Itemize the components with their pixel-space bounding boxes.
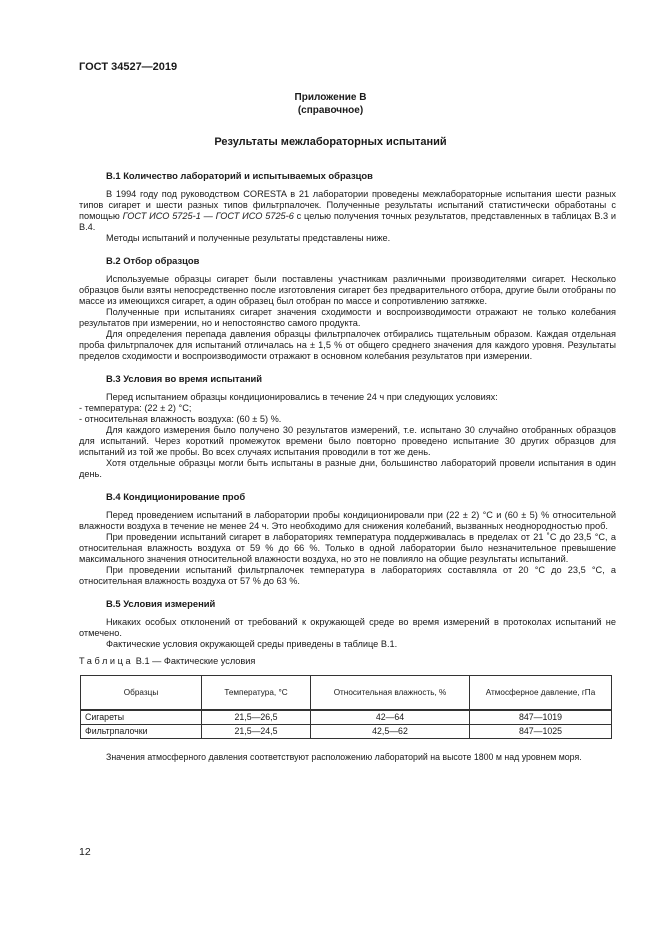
page-number: 12 bbox=[79, 846, 91, 858]
table-header-cell: Температура, °С bbox=[202, 676, 311, 711]
document-code: ГОСТ 34527—2019 bbox=[79, 61, 178, 73]
annex-subtitle: (справочное) bbox=[297, 105, 364, 116]
paragraph: При проведении испытаний фильтрпалочек температура в лабораториях составляла от 20 °С до 23,5 °С, а относительная влажность воздуха от 57 % до 63 %. bbox=[79, 565, 616, 586]
conditions-table bbox=[80, 675, 612, 739]
table-cell: 847—1025 bbox=[470, 725, 612, 739]
paragraph: Перед испытанием образцы кондиционировались в течение 24 ч при следующих условиях: bbox=[106, 392, 498, 402]
document-body bbox=[79, 170, 616, 763]
table-header-cell: Относительная влажность, % bbox=[311, 676, 470, 711]
paragraph: При проведении испытаний сигарет в лабораториях температура поддерживалась в пределах от 21 ˚С до 23,5 °С, а относительная влажность воздуха от 59 % до 66 %. Только в одной лаборатории было незначительное превышение максимального значения относительной влажности воздуха, но это не повлияло на общие результаты испытаний. bbox=[79, 532, 616, 564]
table-cell: Фильтрпалочки bbox=[81, 725, 202, 739]
table-cell: 21,5—24,5 bbox=[202, 725, 311, 739]
paragraph: Методы испытаний и полученные результаты представлены ниже. bbox=[106, 233, 391, 243]
table-note: Значения атмосферного давления соответствуют расположению лабораторий на высоте 1800 м над уровнем моря. bbox=[106, 752, 582, 762]
table-caption-text: В.1 — Фактические условия bbox=[133, 656, 256, 666]
table-cell: 21,5—26,5 bbox=[202, 710, 311, 725]
section-heading: В.5 Условия измерений bbox=[106, 598, 216, 609]
table-header-cell: Атмосферное давление, гПа bbox=[470, 676, 612, 711]
section-heading: В.2 Отбор образцов bbox=[106, 255, 200, 266]
table-cell: Сигареты bbox=[81, 710, 202, 725]
paragraph: Для определения перепада давления образцы фильтрпалочек отбирались тщательным образом. Каждая отдельная проба фильтрпалочек для испытаний отличалась на ± 1,5 % от общего среднего значения для каждого уровня. Результаты пределов сходимости и воспроизводимости отражают в основном колебания результатов при измерении. bbox=[79, 329, 616, 361]
table-row bbox=[81, 710, 612, 725]
annex-title: Приложение В bbox=[294, 92, 367, 103]
table-caption bbox=[79, 656, 616, 667]
list-item: - температура: (22 ± 2) °С; bbox=[79, 403, 192, 413]
text-run: В 1994 году под руководством CORESTA в 21 лаборатории проведены межлабораторные испытания шести разных типов сигарет и шести разных типов фильтрпалочек. Полученные результаты испытаний статистически обработаны с помощью bbox=[79, 189, 616, 221]
section-b4 bbox=[79, 491, 616, 587]
table-cell: 847—1019 bbox=[470, 710, 612, 725]
section-b1 bbox=[79, 170, 616, 244]
table-header-row bbox=[81, 676, 612, 711]
table-cell: 42,5—62 bbox=[311, 725, 470, 739]
section-b3 bbox=[79, 373, 616, 480]
paragraph: Никаких особых отклонений от требований к окружающей среде во время измерений в протоколах испытаний не отмечено. bbox=[79, 617, 616, 638]
annex-heading bbox=[0, 91, 661, 117]
paragraph: Хотя отдельные образцы могли быть испытаны в разные дни, большинство лабораторий провели испытания в один день. bbox=[79, 458, 616, 479]
section-heading: В.1 Количество лабораторий и испытываемых образцов bbox=[106, 170, 373, 181]
standard-reference: ГОСТ ИСО 5725-1 — ГОСТ ИСО 5725-6 bbox=[122, 211, 294, 221]
paragraph: Фактические условия окружающей среды приведены в таблице В.1. bbox=[106, 639, 398, 649]
section-heading: В.3 Условия во время испытаний bbox=[106, 373, 263, 384]
section-heading: В.4 Кондиционирование проб bbox=[106, 491, 246, 502]
paragraph: Перед проведением испытаний в лаборатории пробы кондиционировали при (22 ± 2) °С и (60 ± 5) % относительной влажности воздуха в течение не менее 24 ч. Это необходимо для снижения колебаний, вызванных неоднородностью проб. bbox=[79, 510, 616, 531]
text-run: с целью получения точных результатов, представленных в таблицах В.3 и В.4. bbox=[79, 211, 617, 232]
main-title: Результаты межлабораторных испытаний bbox=[214, 136, 447, 148]
paragraph bbox=[79, 189, 616, 233]
list-item: - относительная влажность воздуха: (60 ± 5) %. bbox=[79, 414, 282, 424]
table-header-cell: Образцы bbox=[81, 676, 202, 711]
paragraph: Полученные при испытаниях сигарет значения сходимости и воспроизводимости отражают не только колебания результатов при измерении, но и непостоянство самого продукта. bbox=[79, 307, 616, 328]
table-caption-label: Таблица bbox=[79, 656, 134, 666]
section-b2 bbox=[79, 255, 616, 362]
section-b5 bbox=[79, 598, 616, 650]
table-row bbox=[81, 725, 612, 739]
paragraph: Для каждого измерения было получено 30 результатов измерений, т.е. испытано 30 случайно отобранных образцов для испытаний. Через короткий промежуток времени было повторно проведено испытание 30 других образцов для испытаний из той же пробы. Во всех случаях испытания проводили в тот же день. bbox=[79, 425, 616, 457]
paragraph: Используемые образцы сигарет были поставлены участникам различными производителями сигарет. Несколько образцов были взяты непосредственно после изготовления сигарет без предварительного отбора, другие были отобраны по массе из имеющихся сигарет, а один образец был отобран по массе и сопротивлению затяжке. bbox=[79, 274, 616, 306]
table-cell: 42—64 bbox=[311, 710, 470, 725]
